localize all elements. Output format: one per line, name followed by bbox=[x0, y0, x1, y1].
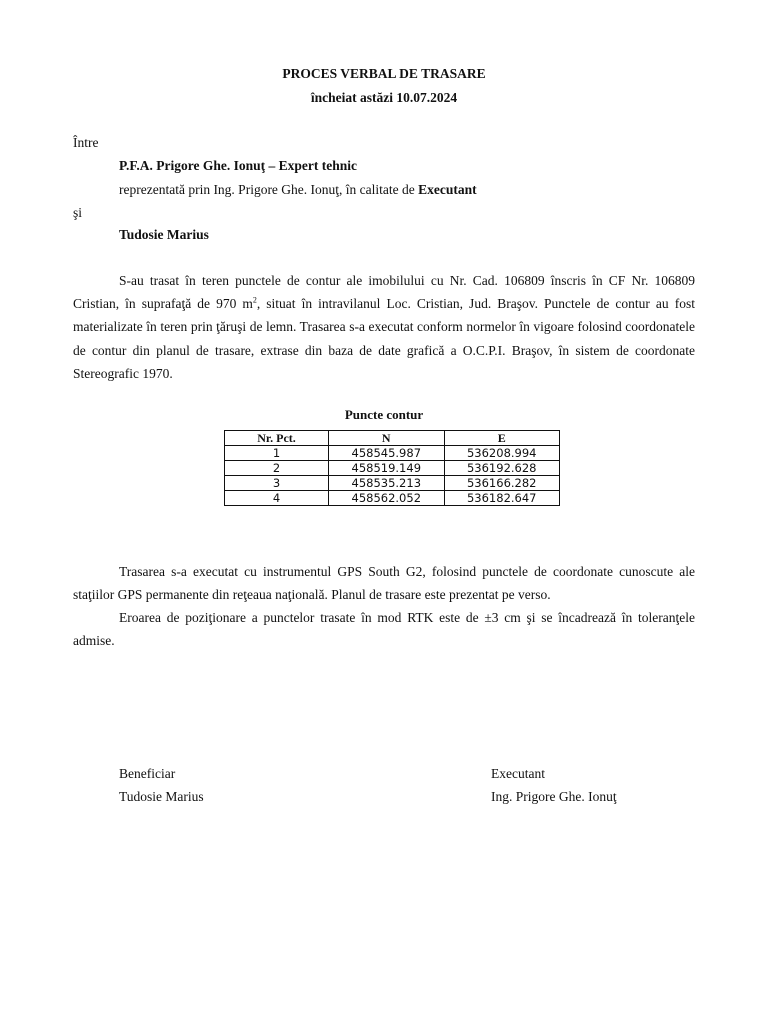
header-nr-pct: Nr. Pct. bbox=[225, 431, 329, 446]
signature-right-name: Ing. Prigore Ghe. Ionuţ bbox=[491, 789, 617, 804]
and-label: şi bbox=[73, 205, 83, 220]
header-n: N bbox=[329, 431, 444, 446]
area-unit-superscript: 2 bbox=[252, 295, 257, 305]
cell-e: 536208.994 bbox=[444, 446, 560, 461]
document-subtitle: încheiat astăzi 10.07.2024 bbox=[310, 90, 458, 105]
paragraph-instrument: Trasarea s-a executat cu instrumentul GPS South G2, folosind punctele de coordonate cunoscute ale staţiilor GPS permanente din reţeaua naţională. Planul de trasare este prezentat pe verso. bbox=[73, 564, 695, 603]
represented-text: reprezentată prin Ing. Prigore Ghe. Ionuţ, în calitate de bbox=[119, 182, 419, 197]
cell-n: 458535.213 bbox=[329, 476, 444, 491]
table-row bbox=[225, 461, 560, 476]
document-title: PROCES VERBAL DE TRASARE bbox=[282, 66, 486, 81]
signature-right-role: Executant bbox=[491, 766, 545, 781]
table-row bbox=[225, 491, 560, 506]
table-row bbox=[225, 446, 560, 461]
paragraph-description-part2: , situat în intravilanul Loc. Cristian, Jud. Braşov. Punctele de contur au fost materializate în teren prin ţăruşi de lemn. Trasarea s-a executat conform normelor în vigoare folosind coordonatele de contur din planul de trasare, extrase din baza de date grafică a O.C.P.I. Braşov, în sistem de coordonate Stereografic 1970. bbox=[73, 296, 695, 381]
signature-left-name: Tudosie Marius bbox=[119, 789, 204, 804]
cell-point-nr: 2 bbox=[225, 461, 329, 476]
paragraph-description-part1: S-au trasat în teren punctele de contur ale imobilului cu Nr. Cad. 106809 înscris în CF Nr. 106809 Cristian, în suprafaţă de 970 m bbox=[73, 273, 695, 312]
header-e: E bbox=[444, 431, 560, 446]
cell-n: 458519.149 bbox=[329, 461, 444, 476]
cell-n: 458562.052 bbox=[329, 491, 444, 506]
table-row bbox=[225, 476, 560, 491]
company-name: P.F.A. Prigore Ghe. Ionuţ – Expert tehnic bbox=[119, 158, 357, 173]
cell-e: 536182.647 bbox=[444, 491, 560, 506]
cell-n: 458545.987 bbox=[329, 446, 444, 461]
represented-line bbox=[119, 182, 477, 198]
paragraph-description bbox=[73, 269, 695, 385]
cell-point-nr: 4 bbox=[225, 491, 329, 506]
paragraph-error: Eroarea de poziţionare a punctelor trasate în mod RTK este de ±3 cm şi se încadrează în toleranţele admise. bbox=[73, 610, 695, 649]
signature-left-role: Beneficiar bbox=[119, 766, 176, 781]
represented-role: Executant bbox=[418, 182, 477, 197]
beneficiary-name: Tudosie Marius bbox=[119, 227, 209, 242]
between-label: Între bbox=[73, 135, 99, 150]
contour-points-table bbox=[224, 430, 560, 506]
table-title: Puncte contur bbox=[344, 407, 424, 422]
cell-e: 536192.628 bbox=[444, 461, 560, 476]
cell-point-nr: 3 bbox=[225, 476, 329, 491]
cell-point-nr: 1 bbox=[225, 446, 329, 461]
table-header-row bbox=[225, 431, 560, 446]
cell-e: 536166.282 bbox=[444, 476, 560, 491]
